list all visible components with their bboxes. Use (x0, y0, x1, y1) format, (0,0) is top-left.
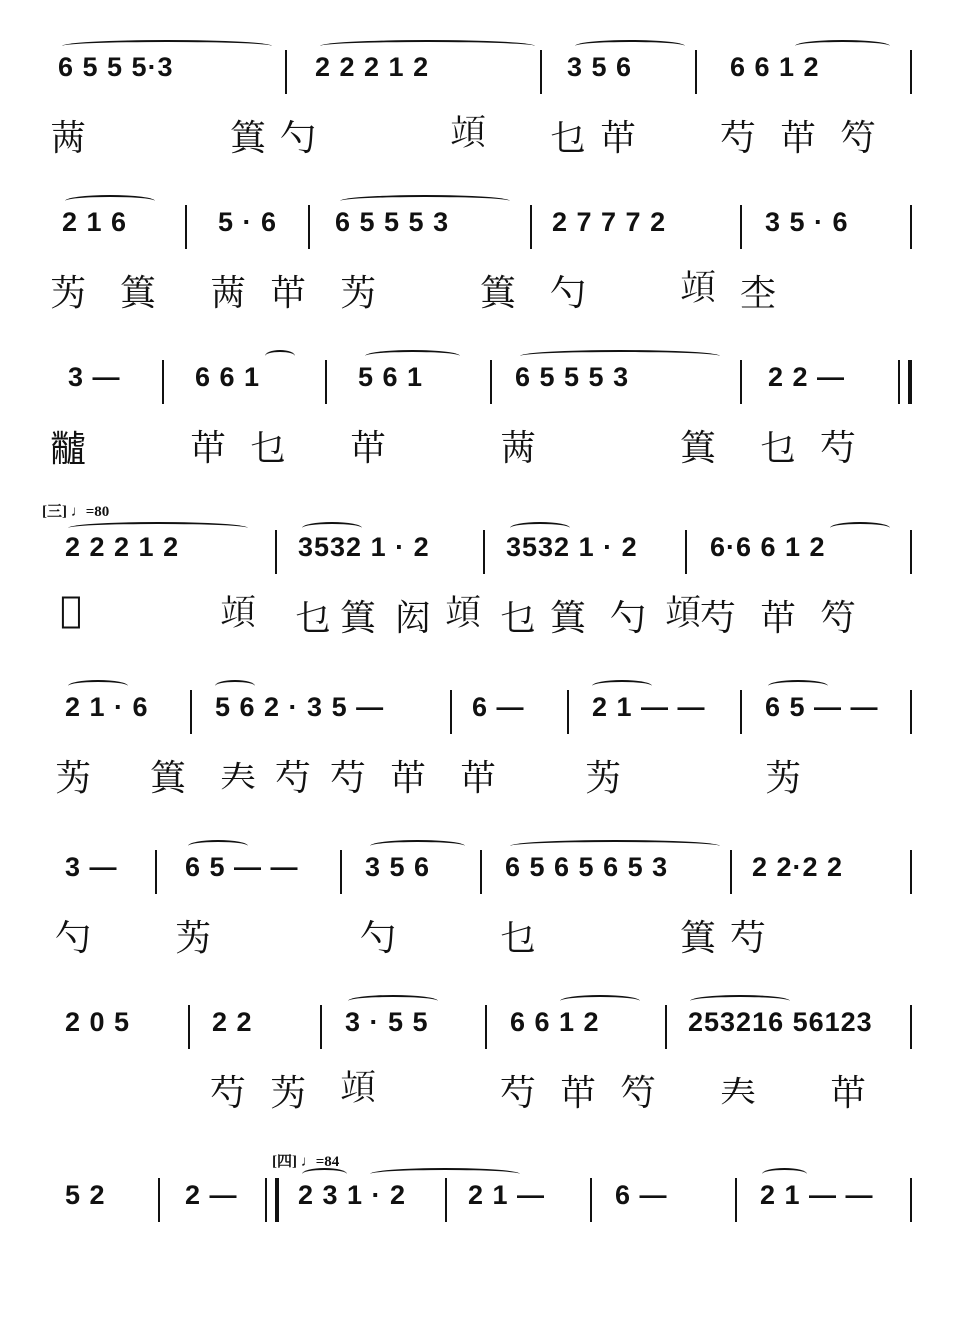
barline (735, 1178, 737, 1222)
barline (325, 360, 327, 404)
barline (485, 1005, 487, 1049)
measure: 2 2·2 2 (752, 852, 844, 882)
measure: 2 1 · 6 (65, 692, 149, 722)
tablature-line: 𰂌 𥪙 乜 䈯 闳 𥪙 乜 䈯 勺 𥪙 芍 𦬕 𥫩 (60, 590, 863, 639)
score-system-1 (40, 40, 920, 190)
slur (510, 522, 570, 534)
measure: 5 6 2 · 3 5 — (215, 692, 385, 722)
measure: 3532 1 · 2 (298, 532, 430, 562)
barline (910, 690, 912, 734)
section-marker (42, 500, 109, 521)
measure: 6 5 5 5 3 (515, 362, 630, 392)
measure: 5 6 1 (358, 362, 424, 392)
tablature-line: 𫇭 䈯 𬜯 𦬕 𫇭 䈯 勺 𥪙 杢 (50, 268, 783, 314)
barline (665, 1005, 667, 1049)
barline (483, 530, 485, 574)
measure: 3 5 6 (365, 852, 431, 882)
score-system-4 (40, 520, 920, 670)
barline (910, 530, 912, 574)
tablature-line: 芍 𫇭 𥪙 芍 𦬕 𥫩 𡗗 𦬕 (210, 1068, 873, 1114)
slur (520, 350, 720, 362)
measure: 2 2 — (768, 362, 846, 392)
measure: 2 7 7 7 2 (552, 207, 667, 237)
barline (540, 50, 542, 94)
measure: 6 6 1 2 (510, 1007, 600, 1037)
measure: 6 5 5 5·3 (58, 52, 174, 82)
barline (445, 1178, 447, 1222)
measure: 6 6 1 (195, 362, 261, 392)
measure: 2 1 — — (760, 1180, 874, 1210)
slur (510, 840, 720, 852)
measure: 6·6 6 1 2 (710, 532, 826, 562)
barline (910, 205, 912, 249)
measure: 3 5 6 (567, 52, 633, 82)
tablature-line: 𪓐 𦬕 乜 𦬕 𬜯 䈯 乜 芍 (50, 428, 863, 470)
tablature-line: 勺 𫇭 勺 乜 䈯 芍 (55, 918, 773, 959)
score-system-3 (40, 350, 920, 500)
measure: 5 2 (65, 1180, 106, 1210)
barline (530, 205, 532, 249)
slur (62, 40, 272, 52)
barline (740, 205, 742, 249)
slur (762, 1168, 807, 1180)
slur (215, 680, 255, 692)
tempo-label: ♩=80 (70, 504, 110, 520)
barline (190, 690, 192, 734)
measure: 2 2 2 1 2 (315, 52, 430, 82)
measure: 6 5 5 5 3 (335, 207, 450, 237)
barline (910, 50, 912, 94)
double-barline (265, 1178, 279, 1222)
barline (188, 1005, 190, 1049)
slur (768, 680, 828, 692)
barline (162, 360, 164, 404)
measure: 6 — (472, 692, 525, 722)
barline (308, 205, 310, 249)
measure: 3532 1 · 2 (506, 532, 638, 562)
measure: 253216 56123 (688, 1007, 873, 1037)
barline (285, 50, 287, 94)
barline (695, 50, 697, 94)
barline (275, 530, 277, 574)
score-system-2 (40, 195, 920, 345)
score-system-5 (40, 680, 920, 830)
barline (730, 850, 732, 894)
measure: 3 · 5 5 (345, 1007, 429, 1037)
barline (490, 360, 492, 404)
measure: 2 1 — (468, 1180, 546, 1210)
barline (158, 1178, 160, 1222)
barline (910, 1005, 912, 1049)
measure: 2 2 2 1 2 (65, 532, 180, 562)
slur (560, 995, 640, 1007)
slur (370, 1168, 520, 1180)
barline (155, 850, 157, 894)
slur (320, 40, 535, 52)
barline (910, 1178, 912, 1222)
barline (685, 530, 687, 574)
score-system-6 (40, 840, 920, 990)
tempo-label: ♩=84 (300, 1154, 340, 1170)
measure: 3 5 · 6 (765, 207, 849, 237)
section-label: [四] (272, 1154, 297, 1170)
slur (265, 350, 295, 362)
slur (68, 680, 128, 692)
measure: 6 5 — — (765, 692, 879, 722)
measure: 6 — (615, 1180, 668, 1210)
slur (348, 995, 438, 1007)
measure: 2 2 (212, 1007, 253, 1037)
measure: 6 5 — — (185, 852, 299, 882)
notation-line (40, 840, 920, 900)
section-label: [三] (42, 504, 67, 520)
slur (68, 522, 248, 534)
barline (567, 690, 569, 734)
barline (185, 205, 187, 249)
tablature-line: 𬜯 䈯 勺 𥪙 乜 𦬕 芍 𦬕 𥫩 (50, 113, 883, 159)
barline (590, 1178, 592, 1222)
measure: 2 1 6 (62, 207, 128, 237)
double-barline (898, 360, 912, 404)
slur (302, 522, 362, 534)
tablature-line: 𫇭 䈯 𡗗 芍 芍 𦬕 𦬕 𫇭 𫇭 (55, 758, 808, 799)
slur (65, 195, 155, 207)
slur (690, 995, 790, 1007)
barline (450, 690, 452, 734)
measure: 6 6 1 2 (730, 52, 820, 82)
measure: 6 5 6 5 6 5 3 (505, 852, 669, 882)
notation-line (40, 350, 920, 410)
measure: 2 — (185, 1180, 238, 1210)
barline (740, 690, 742, 734)
score-system-7 (40, 995, 920, 1145)
slur (365, 350, 460, 362)
measure: 5 · 6 (218, 207, 278, 237)
slur (188, 840, 248, 852)
slur (575, 40, 685, 52)
score-system-8 (40, 1168, 920, 1318)
measure: 2 3 1 · 2 (298, 1180, 407, 1210)
measure: 2 1 — — (592, 692, 706, 722)
barline (740, 360, 742, 404)
barline (480, 850, 482, 894)
measure: 2 0 5 (65, 1007, 131, 1037)
slur (795, 40, 890, 52)
slur (302, 1168, 347, 1180)
barline (320, 1005, 322, 1049)
measure: 3 — (65, 852, 118, 882)
slur (830, 522, 890, 534)
slur (592, 680, 652, 692)
slur (340, 195, 510, 207)
barline (340, 850, 342, 894)
barline (910, 850, 912, 894)
slur (370, 840, 465, 852)
measure: 3 — (68, 362, 121, 392)
